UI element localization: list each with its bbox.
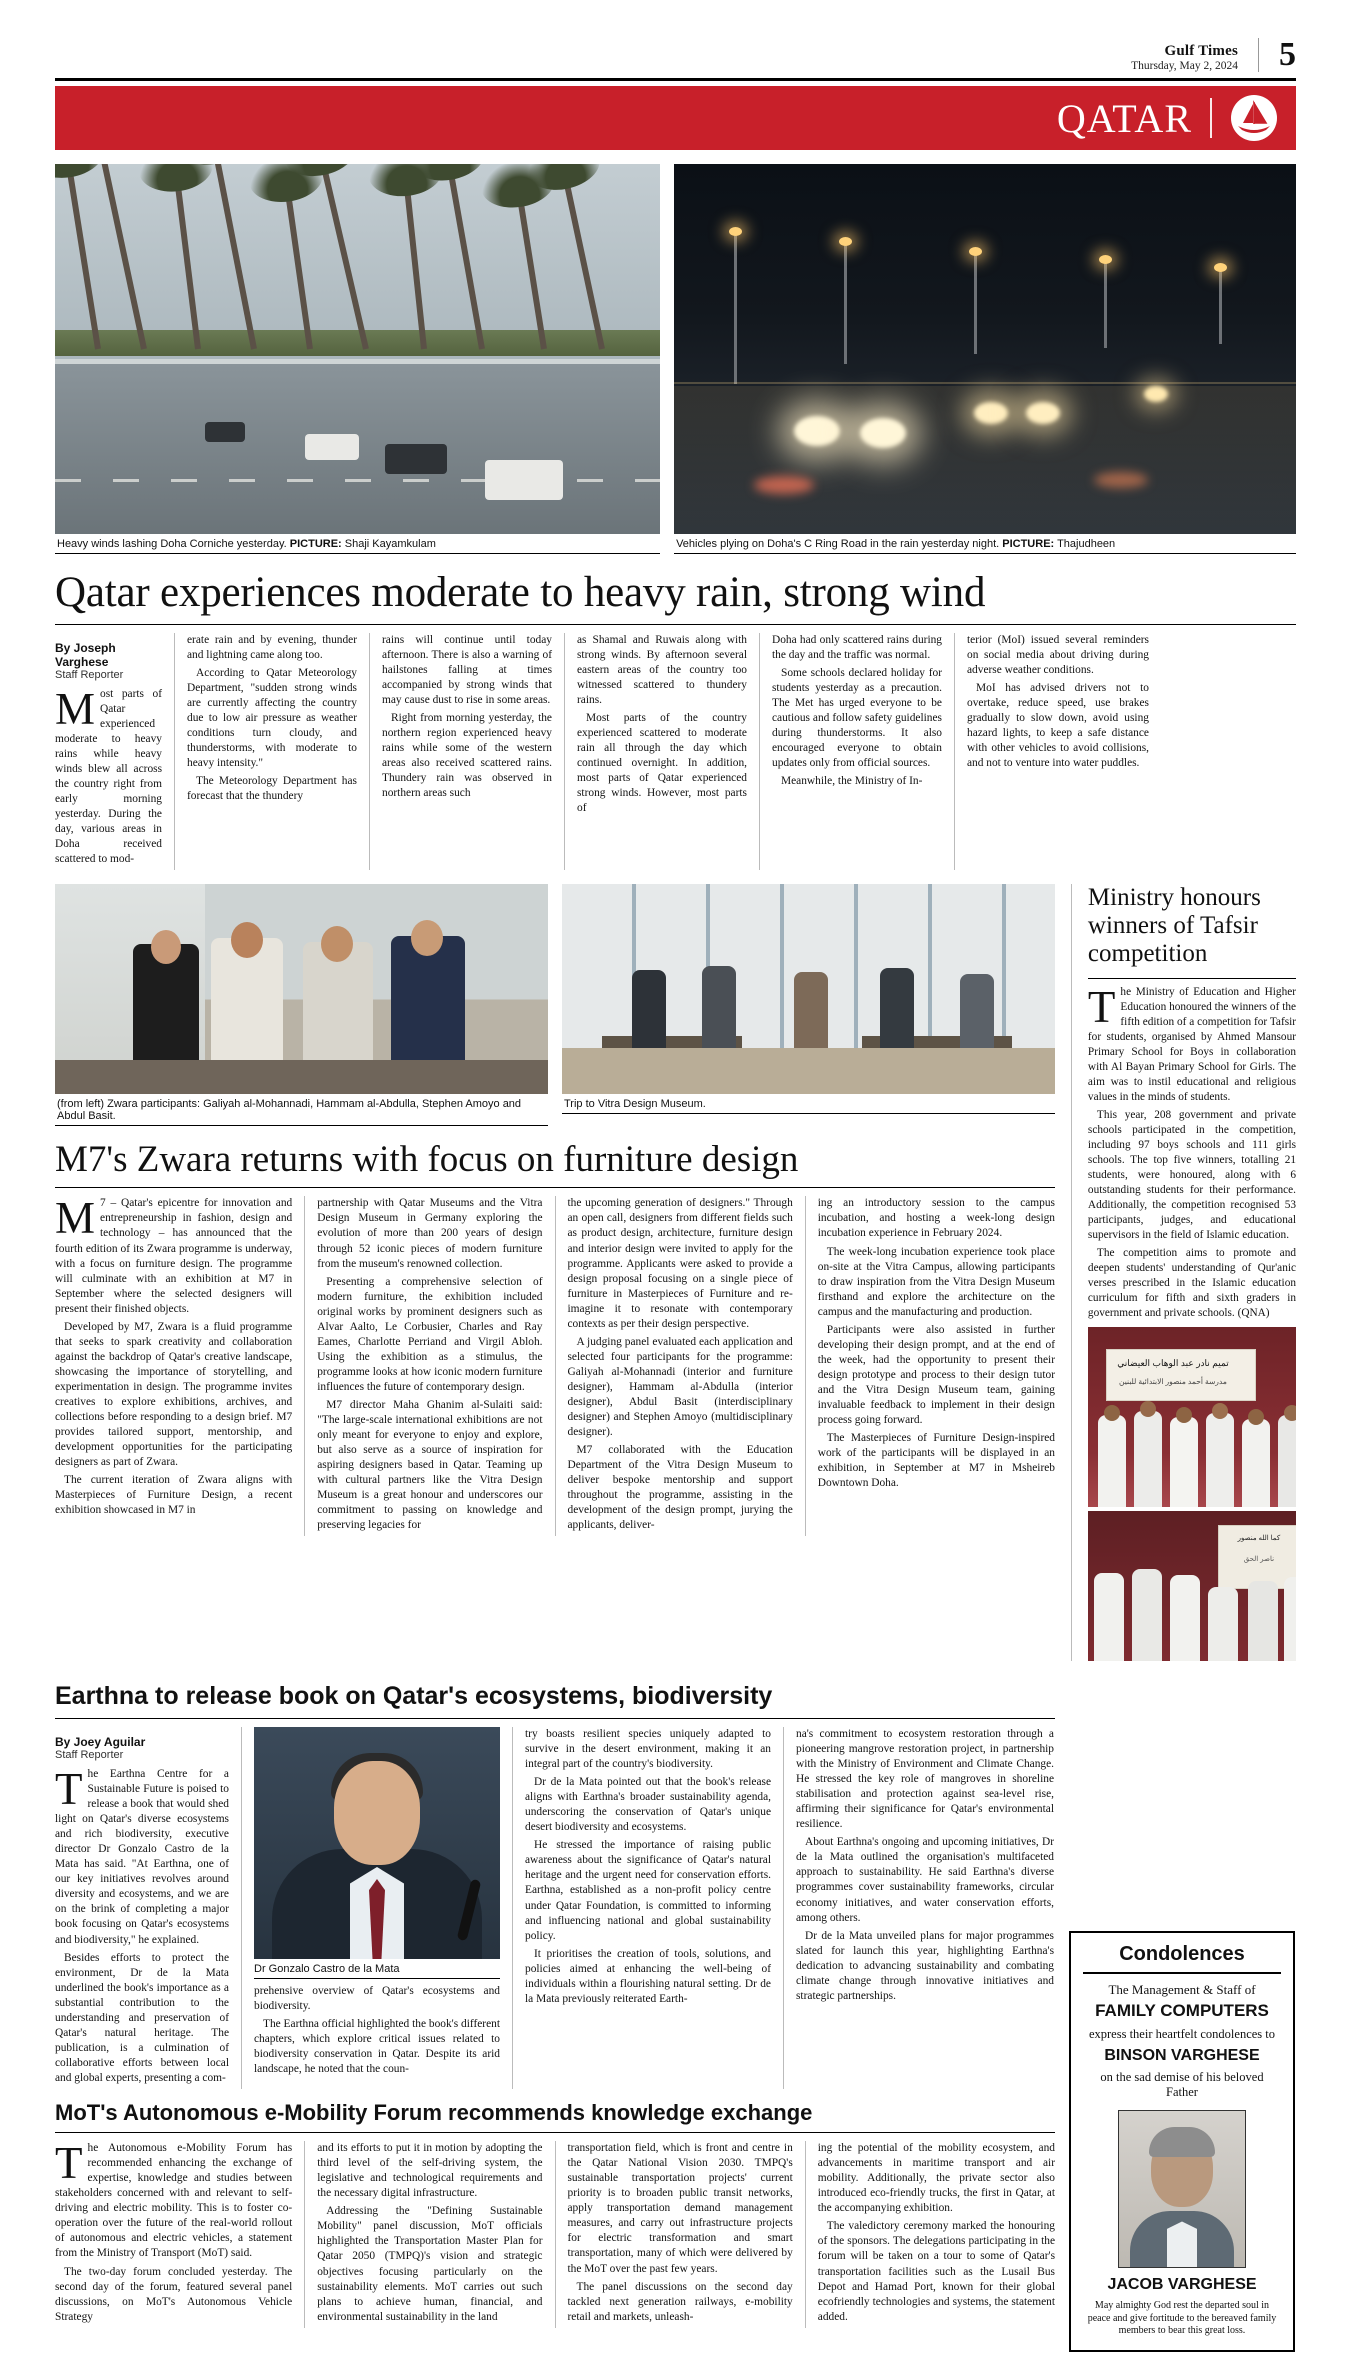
caption-credit-name: Shaji Kayamkulam xyxy=(344,538,436,550)
condolence-company: FAMILY COMPUTERS xyxy=(1095,2001,1269,2021)
paragraph: ing the potential of the mobility ecosystem, and advancements in maritime transport and air mobility. Additionally, the private sector also introduced eco-friendly trucks, the first in Qatar, at the accompanying exhibition. xyxy=(817,2142,1055,2215)
paragraph: The week-long incubation experience took place on-site at the Vitra Campus, allowing participants to draw inspiration from the Vitra Design Museum firsthand and explore the architecture on the campus and the manufacturing and production. xyxy=(817,1245,1055,1318)
article1-col5 xyxy=(760,633,954,871)
paragraph: transportation field, which is front and centre in the Qatar National Vision 2030. TMPQ's sustainable transportation projects' current priority is to broaden public transit networks, apply transportation demand management measures, and carry out infrastructure projects for electric transformation and smart transportation, many of which were delivered by the MoT over the past few years. xyxy=(567,2142,793,2275)
article1-byline: By Joseph Varghese xyxy=(55,640,116,669)
paragraph: The Masterpieces of Furniture Design-inspired work of the participants will be displayed in an exhibition, in September at M7 in Msheireb Downtown Doha. xyxy=(817,1432,1055,1490)
paragraph: terior (MoI) issued several reminders on social media about driving during adverse weather conditions. xyxy=(967,633,1149,676)
paragraph: rains will continue until today afternoon. There is also a warning of hailstones falling at times accompanied by strong winds that may cause dust to rise in some areas. xyxy=(382,633,552,706)
portrait-gonzalo-image xyxy=(254,1727,500,1959)
paragraph: Participants were also assisted in further developing their design prompt, and at the end of the week, had the opportunity to present their design prototype and process to their design tutor and the Vitra Design Museum team, gaining invaluable feedback to implement in their design process going forward. xyxy=(817,1323,1055,1427)
paragraph: Most parts of the country experienced scattered to moderate rain all through the day which continued overnight. In addition, most parts of Qatar experienced strong winds. However, most parts of xyxy=(577,711,747,815)
article1-col3 xyxy=(370,633,564,871)
paragraph: M7 collaborated with the Education Department of the Vitra Design Museum to deliver bespoke mentorship and support throughout the programme, assisting in the development of the design prompt, jurying the applicants, deliver- xyxy=(567,1444,793,1532)
article2-col2 xyxy=(305,1196,554,1536)
paragraph: Developed by M7, Zwara is a fluid programme that seeks to spark creativity and collaboration against the backdrop of Qatar's creative landscape, showcasing the importance of storytelling, and experimentation in design. The programme invites creatives to explore exhibitions, archives, and collections before responding to a design brief. M7 provides tailored support, mentorship, and development opportunities for the participating designers as part of Zwara. xyxy=(55,1320,293,1469)
paragraph: Dr de la Mata pointed out that the book's release aligns with Earthna's broader sustainability agenda, underscoring the conservation of Qatar's unique desert biodiversity and ecosystems. xyxy=(525,1776,771,1834)
paragraph: Right from morning yesterday, the northern region experienced heavy rains while some of the western areas also received scattered rains. Thundery rain was observed in northern areas such xyxy=(382,711,552,800)
article4-col3 xyxy=(556,2141,805,2328)
award-certificate-text-1: تميم نادر عبد الوهاب العيضاني xyxy=(1117,1358,1229,1369)
photo-vitra-image xyxy=(562,884,1055,1094)
photo-corniche-caption xyxy=(55,534,660,554)
paragraph: Besides efforts to protect the environment, Dr de la Mata underlined the book's importance as a substantial contribution to the understanding and preservation of Qatar's natural heritage. The publication, is a culmination of collaborative efforts between local and global experts, presenting a com- xyxy=(55,1951,229,2084)
caption-credit-label: PICTURE: xyxy=(1002,538,1055,550)
article2-body xyxy=(55,1193,1055,1536)
paragraph: M7 – Qatar's epicentre for innovation and entrepreneurship in fashion, design and technology – has announced that the fourth edition of its Zwara programme is underway, with a focus on furniture design. The programme will culminate with an exhibition at M7 in September where the selected designers will present their finished objects. xyxy=(55,1193,293,1315)
condolence-line2: express their heartfelt condolences to xyxy=(1088,2027,1276,2042)
article3-col3 xyxy=(513,1727,783,2089)
article2-col4 xyxy=(806,1196,1055,1536)
paragraph: as Shamal and Ruwais along with strong winds. By afternoon several eastern areas of the country too witnessed scattered to thundery rains. xyxy=(577,633,747,706)
paragraph: Doha had only scattered rains during the day and the traffic was normal. xyxy=(772,633,942,661)
condolence-portrait-image xyxy=(1118,2110,1246,2268)
photo-zwara-caption: (from left) Zwara participants: Galiyah al-Mohannadi, Hammam al-Abdulla, Stephen Amoyo and Abdul Basit. xyxy=(55,1094,548,1126)
article2-col3 xyxy=(556,1196,805,1536)
photo-vitra-caption: Trip to Vitra Design Museum. xyxy=(562,1094,1055,1114)
paragraph: About Earthna's ongoing and upcoming initiatives, Dr de la Mata outlined the organisation's multifaceted approach to sustainability. He said Earthna's diverse programmes cover sustainability frameworks, circular economy initiatives, and water conservation efforts, among others. xyxy=(796,1836,1054,1924)
photo-cring-caption xyxy=(674,534,1296,554)
paragraph: MoI has advised drivers not to overtake, reduce speed, use brakes gradually to slow down, avoid using hazard lights, to keep a safe distance with other vehicles to avoid collisions, and not to venture into water puddles. xyxy=(967,681,1149,769)
condolence-ad xyxy=(1069,1931,1295,2352)
masthead-rule xyxy=(55,78,1296,81)
condolence-recipient: BINSON VARGHESE xyxy=(1104,2047,1260,2065)
masthead-date: Thursday, May 2, 2024 xyxy=(1131,60,1238,72)
paragraph: The Ministry of Education and Higher Education honoured the winners of the fifth edition of a competition for Tafsir for students, organised by Ahmed Mansour Primary School for Boys in collaboration with Al Bayan Primary School for Girls. The aim was to instil educational and religious values in the minds of students. xyxy=(1087,982,1296,1104)
masthead xyxy=(55,0,1296,72)
section-title: QATAR xyxy=(1056,95,1192,141)
paragraph: ing an introductory session to the campus incubation, and hosting a week-long design incubation experience in February 2024. xyxy=(817,1197,1055,1240)
photo-vitra xyxy=(562,884,1055,1126)
article3-portrait-col xyxy=(242,1727,512,2089)
article2-headline: M7's Zwara returns with focus on furniture design xyxy=(55,1139,799,1181)
paragraph: try boasts resilient species uniquely adapted to survive in the desert environment, making it an integral part of the country's biodiversity. xyxy=(525,1727,771,1771)
caption-credit-name: Thajudheen xyxy=(1057,538,1116,550)
banner-divider xyxy=(1210,98,1212,138)
photo-award-ceremony xyxy=(1088,1327,1296,1507)
photo-corniche xyxy=(55,164,660,554)
top-photo-row xyxy=(55,164,1296,554)
award-certificate-text-4: ناصر الحق xyxy=(1243,1556,1275,1564)
paragraph: and its efforts to put it in motion by adopting the third level of the self-driving system, the legislative and technological requirements and the necessary digital infrastructure. xyxy=(317,2142,543,2200)
portrait-caption: Dr Gonzalo Castro de la Mata xyxy=(254,1959,500,1979)
article1-byline-role: Staff Reporter xyxy=(55,668,124,681)
paragraph: According to Qatar Meteorology Department, "sudden strong winds are currently affecting the country due to low air pressure as weather conditions turn cloudy, and thunderstorms, with moderate to heavy intensity." xyxy=(187,666,357,769)
condolence-footer: May almighty God rest the departed soul in peace and give fortitude to the bereaved family members to bear this great loss. xyxy=(1087,2300,1277,2337)
article3-col1 xyxy=(55,1763,229,2086)
paragraph: The Earthna official highlighted the book's different chapters, which explore critical issues related to biodiversity conservation in Qatar. Despite its arid landscape, he noted that the coun- xyxy=(254,2018,500,2076)
article3-col4 xyxy=(784,1727,1054,2089)
article3-byline-role: Staff Reporter xyxy=(55,1748,124,1761)
paragraph: Dr de la Mata unveiled plans for major programmes slated for launch this year, highlighting Earthna's dedication to advancing sustainability and combating climate change through innovative initiatives and strategic partnerships. xyxy=(796,1929,1054,2002)
condolence-line3: on the sad demise of his beloved Father xyxy=(1100,2070,1264,2100)
dhow-logo-icon xyxy=(1230,94,1278,142)
paragraph: The current iteration of Zwara aligns with Masterpieces of Furniture Design, a recent exhibition showcased in M7 in xyxy=(55,1474,293,1517)
paragraph: Meanwhile, the Ministry of In- xyxy=(781,775,923,787)
paragraph: Most parts of Qatar experienced moderate to heavy rains while heavy winds blew all across the country right from early morning yesterday. During the day, various areas in Doha received scattered to mod- xyxy=(55,683,162,866)
condolence-line1: The Management & Staff of xyxy=(1108,1982,1256,1998)
paragraph: partnership with Qatar Museums and the Vitra Design Museum in Germany exploring the evolution of more than 200 years of design through 52 iconic pieces of modern furniture from the museum's renowned collection. xyxy=(317,1197,543,1270)
article1-body xyxy=(55,633,1296,871)
article4-headline: MoT's Autonomous e-Mobility Forum recommends knowledge exchange xyxy=(55,2099,813,2125)
paragraph: prehensive overview of Qatar's ecosystems and biodiversity. xyxy=(254,1984,500,2013)
photo-zwara-image xyxy=(55,884,548,1094)
paragraph: erate rain and by evening, thunder and lightning came along too. xyxy=(187,633,357,661)
paragraph: Presenting a comprehensive selection of modern furniture, the exhibition included original works by prominent designers such as Alvar Aalto, Le Corbusier, Charles and Ray Eames, Charlotte Perriand and Virgil Abloh. Using the exhibition as a stimulus, the programme looks at how iconic modern furniture influences the future of contemporary design. xyxy=(317,1275,543,1393)
paragraph: na's commitment to ecosystem restoration through a pioneering mangrove restoration project, in partnership with the Ministry of Environment and Climate Change. He stressed the key role of mangroves in shoreline stabilisation and protection against sea-level rise, affirming their significance for Qatar's environmental resilience. xyxy=(796,1727,1054,1831)
paragraph: This year, 208 government and private schools participated in the competition, including 97 boys schools and 111 girls schools. The top five winners, totalling 21 students, were honoured, along with 6 outstanding students for their performance. Additionally, the competition recognised 53 participants, judges, and educational supervisors in the field of Islamic education. xyxy=(1087,1109,1296,1242)
paragraph: The valedictory ceremony marked the honouring of the sponsors. The delegations participating in the forum will be taken on a tour to some of Qatar's transportation facilities such as the Lusail Bus Depot and Hamad Port, known for their global ecofriendly technologies and systems, the statement added. xyxy=(817,2220,1055,2323)
article3-col2 xyxy=(254,1984,500,2077)
paragraph: M7 director Maha Ghanim al-Sulaiti said: "The large-scale international exhibitions are not only meant for everyone to enjoy and explore, but also serve as a source of inspiration for aspiring designers based in Qatar. Teaming up with cultural partners like the Vitra Design Museum is a great honour and underscores our commitment to passing on knowledge and preserving legacies for xyxy=(317,1398,543,1532)
article1-col6 xyxy=(955,633,1149,871)
article3-headline: Earthna to release book on Qatar's ecosystems, biodiversity xyxy=(55,1682,773,1711)
article1-col4 xyxy=(565,633,759,871)
ministry-headline: Ministry honours winners of Tafsir competition xyxy=(1087,884,1261,968)
paragraph: The Autonomous e-Mobility Forum has recommended enhancing the exchange of expertise, knowledge and studies between stakeholders concerned with and relevant to self-driving and electric mobility. This is to foster co-operation over the future of the real-world rollout of autonomous and electric vehicles, a statement from the Ministry of Transport (MoT) said. xyxy=(55,2138,293,2260)
article1-col1 xyxy=(55,683,162,868)
article3-body xyxy=(55,1727,1055,2089)
lower-section xyxy=(55,1671,1296,2352)
caption-credit-label: PICTURE: xyxy=(289,538,342,550)
award-certificate-text-3: كما الله منصور xyxy=(1237,1535,1281,1543)
article1-col2 xyxy=(175,633,369,871)
masthead-paper-name: Gulf Times xyxy=(1164,43,1238,59)
mid-section xyxy=(55,884,1296,1661)
paragraph: The competition aims to promote and deepen students' understanding of Qur'anic verses prescribed in the Islamic education curriculum for fifth and sixth graders in government and private schools. (QNA) xyxy=(1087,1247,1296,1320)
photo-cring xyxy=(674,164,1296,554)
photo-zwara xyxy=(55,884,548,1126)
condolence-title: Condolences xyxy=(1119,1943,1245,1966)
paragraph: The Earthna Centre for a Sustainable Future is poised to release a book that would shed light on Qatar's diverse ecosystems and rich biodiversity, executive director Dr Gonzalo Castro de la Mata has said. "At Earthna, one of our key initiatives revolves around diversity and ecosystems, and we are on the brink of completing a major book focusing on Qatar's ecosystems and biodiversity," he explained. xyxy=(55,1763,229,1946)
paragraph: He stressed the importance of raising public awareness about the significance of Qatar's natural heritage and the urgent need for conservation efforts. Earthna, established as a non-profit policy centre under Qatar Foundation, is committed to informing and influencing national and global sustainability policy. xyxy=(525,1839,771,1942)
sidebar-column xyxy=(1088,884,1296,1661)
photo-corniche-image xyxy=(55,164,660,534)
article4-col4 xyxy=(806,2141,1055,2328)
ministry-body xyxy=(1087,982,1296,1321)
article3-byline: By Joey Aguilar xyxy=(55,1734,146,1749)
condolence-sidebar xyxy=(1069,1671,1295,2352)
paragraph: Addressing the "Defining Sustainable Mobility" panel discussion, MoT officials highlighted the Transportation Master Plan for Qatar 2050 (TMPQ)'s vision and strategic objectives focusing particularly on the sustainability elements. MoT carries out such plans to achieve human, financial, and environmental sustainability in the land xyxy=(317,2205,543,2323)
article4-col1 xyxy=(55,2138,304,2328)
masthead-divider xyxy=(1258,38,1259,72)
paragraph: The Meteorology Department has forecast that the thundery xyxy=(187,775,357,803)
paragraph: Some schools declared holiday for students yesterday as a precaution. The Met has urged everyone to be cautious and follow safety guidelines during thunderstorms. It also encouraged everyone to obtain updates only from official sources. xyxy=(772,666,942,769)
condolence-deceased-name: JACOB VARGHESE xyxy=(1107,2276,1257,2294)
page-number: 5 xyxy=(1279,36,1296,73)
article1-headline: Qatar experiences moderate to heavy rain, strong wind xyxy=(55,569,986,616)
award-certificate-text-2: مدرسة أحمد منصور الابتدائية للبنين xyxy=(1119,1377,1227,1387)
article4-body xyxy=(55,2138,1055,2328)
paragraph: the upcoming generation of designers." Through an open call, designers from different fields such as product design, architecture, furniture design and interior design were invited to apply for the programme. Applicants were asked to provide a design proposal focusing on a single piece of furniture in Masterpieces of Furniture and re-imagine it to resonate with contemporary contexts as per their design perspective. xyxy=(567,1197,793,1330)
caption-text: Vehicles plying on Doha's C Ring Road in the rain yesterday night. xyxy=(676,538,1000,550)
section-banner xyxy=(55,86,1296,150)
photo-cring-image xyxy=(674,164,1296,534)
paragraph: A judging panel evaluated each application and selected four participants for the programme: Galiyah al-Mohannadi (interior and furniture designer), Hammam al-Abdulla (interior designer), Abdul Basit (interdisciplinary designer) and Stephen Amoyo (multidisciplinary designer). xyxy=(567,1335,793,1439)
article4-col2 xyxy=(305,2141,554,2328)
photo-award-ceremony-2 xyxy=(1088,1511,1296,1661)
paragraph: It prioritises the creation of tools, solutions, and policies aimed at enhancing the well-being of individuals within a flourishing natural setting. Dr de la Mata previously reiterated Earth- xyxy=(525,1947,771,2005)
paragraph: The panel discussions on the second day tackled next generation railways, e-mobility retail and markets, unleash- xyxy=(567,2280,793,2323)
paragraph: The two-day forum concluded yesterday. The second day of the forum, featured several panel discussions, on MoT's Autonomous Vehicle Strategy xyxy=(55,2265,293,2323)
article2-col1 xyxy=(55,1193,304,1536)
caption-text: Heavy winds lashing Doha Corniche yesterday. xyxy=(57,538,287,550)
